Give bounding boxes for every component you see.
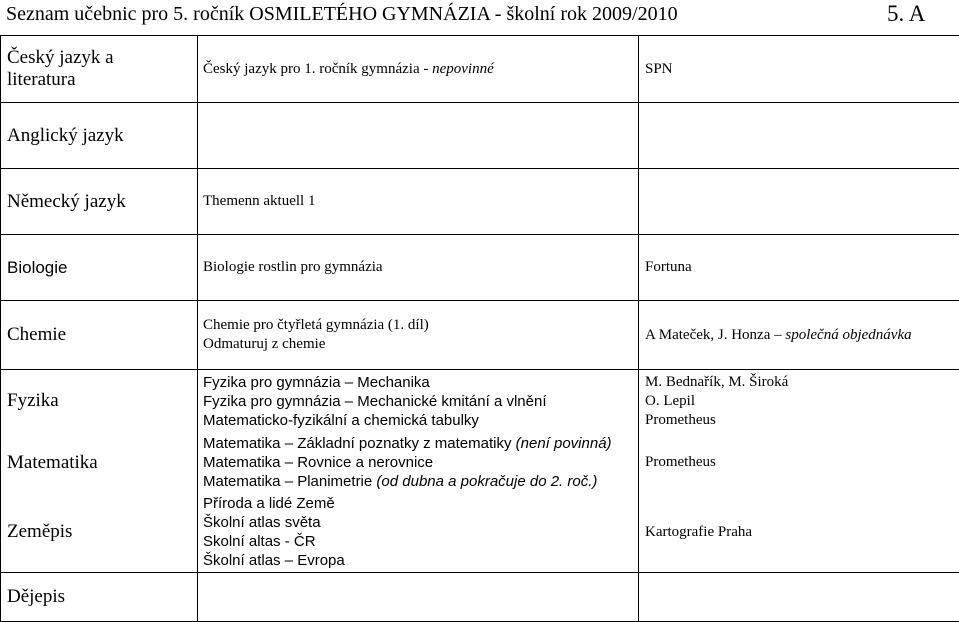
textbook-cell [198, 36, 639, 103]
textbook-cell [198, 301, 639, 370]
publisher-cell [639, 301, 959, 370]
subject-label: literatura [7, 69, 197, 91]
publisher-cell [639, 235, 959, 301]
subject-label: Anglický jazyk [7, 125, 124, 146]
publisher-cell [639, 103, 959, 169]
textbook-table [0, 35, 959, 622]
textbook-title: Odmaturuj z chemie [203, 335, 638, 354]
subject-label: Fyzika [7, 390, 59, 411]
textbook-title: Matematika – Planimetrie [203, 473, 376, 490]
subject-cell [1, 370, 198, 433]
textbook-title: Skolní altas - ČR [203, 532, 638, 551]
subject-cell [1, 235, 198, 301]
textbook-title: Chemie pro čtyřletá gymnázia (1. díl) [203, 316, 638, 335]
publisher-cell [639, 573, 959, 622]
textbook-title: Fyzika pro gymnázia – Mechanické kmitání a vlnění [203, 392, 638, 411]
table-row [1, 103, 959, 169]
publisher-cell [639, 370, 959, 433]
page-title: Seznam učebnic pro 5. ročník OSMILETÉHO GYMNÁZIA - školní rok 2009/2010 [6, 3, 678, 26]
publisher-label: O. Lepil [645, 392, 959, 411]
textbook-cell [198, 103, 639, 169]
subject-cell [1, 301, 198, 370]
table-row [1, 433, 959, 493]
subject-cell [1, 493, 198, 573]
subject-label: Dějepis [7, 586, 65, 607]
subject-cell [1, 169, 198, 235]
publisher-label: A Mateček, J. Honza – [645, 327, 785, 343]
textbook-note: (není povinná) [516, 435, 612, 452]
textbook-title: Matematika – Rovnice a nerovnice [203, 453, 638, 472]
textbook-title: Školní atlas – Evropa [203, 551, 638, 570]
subject-cell [1, 433, 198, 493]
table-row [1, 235, 959, 301]
subject-label: Matematika [7, 452, 98, 473]
textbook-title: Školní atlas světa [203, 513, 638, 532]
subject-label: Biologie [7, 258, 68, 277]
textbook-note: nepovinné [432, 61, 494, 77]
class-label: 5. A [887, 1, 925, 27]
publisher-cell [639, 433, 959, 493]
textbook-cell [198, 235, 639, 301]
subject-label: Německý jazyk [7, 191, 126, 212]
header-bar [0, 0, 959, 36]
textbook-title: Matematicko-fyzikální a chemická tabulky [203, 411, 638, 430]
publisher-cell [639, 36, 959, 103]
subject-cell [1, 36, 198, 103]
textbook-cell [198, 573, 639, 622]
textbook-cell [198, 433, 639, 493]
subject-label: Zeměpis [7, 521, 72, 542]
publisher-label: M. Bednařík, M. Široká [645, 373, 959, 392]
publisher-cell [639, 493, 959, 573]
textbook-cell [198, 493, 639, 573]
table-row [1, 169, 959, 235]
table-row [1, 573, 959, 622]
publisher-label: Fortuna [645, 259, 692, 275]
textbook-note: (od dubna a pokračuje do 2. roč.) [376, 473, 597, 490]
textbook-cell [198, 169, 639, 235]
publisher-cell [639, 169, 959, 235]
textbook-cell [198, 370, 639, 433]
subject-label: Český jazyk a [7, 47, 197, 69]
table-row [1, 301, 959, 370]
publisher-label: Prometheus [645, 454, 716, 470]
subject-cell [1, 103, 198, 169]
textbook-title: Příroda a lidé Země [203, 494, 638, 513]
publisher-label: SPN [645, 61, 673, 77]
publisher-label: Kartografie Praha [645, 524, 752, 540]
table-row [1, 370, 959, 433]
subject-label: Chemie [7, 324, 66, 345]
textbook-title: Matematika – Základní poznatky z matematiky [203, 435, 516, 452]
textbook-title: Themenn aktuell 1 [203, 193, 315, 209]
textbook-title: Český jazyk pro 1. ročník gymnázia - [203, 61, 432, 77]
table-row [1, 493, 959, 573]
textbook-title: Fyzika pro gymnázia – Mechanika [203, 373, 638, 392]
subject-cell [1, 573, 198, 622]
table-row [1, 36, 959, 103]
publisher-note: společná objednávka [785, 327, 911, 343]
textbook-title: Biologie rostlin pro gymnázia [203, 259, 383, 275]
publisher-label: Prometheus [645, 411, 959, 430]
